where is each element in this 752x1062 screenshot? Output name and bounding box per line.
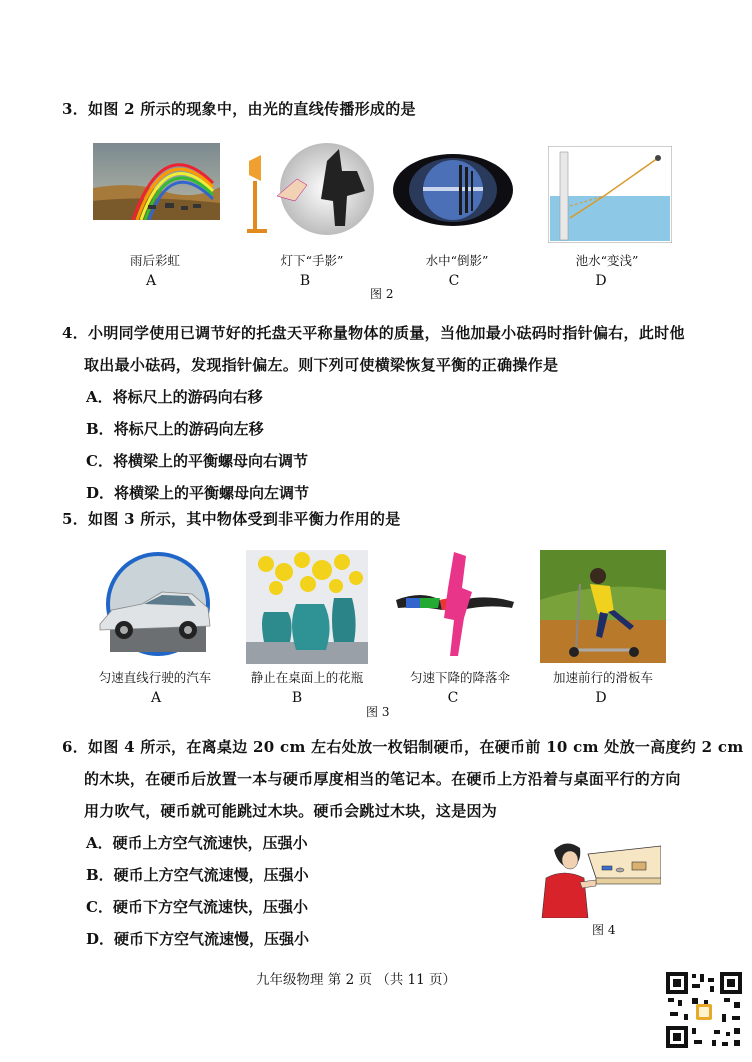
q6-stem-line3: 用力吹气，硬币就可能跳过木块。硬币会跳过木块，这是因为 [84, 802, 498, 820]
q3-letter-c: C [448, 273, 460, 289]
q5-letter-a: A [150, 690, 162, 706]
q5-stem: 5．如图 3 所示，其中物体受到非平衡力作用的是 [62, 510, 401, 528]
q6-stem-line2: 的木块，在硬币后放置一本与硬币厚度相当的笔记本。在硬币上方沿着与桌面平行的方向 [84, 770, 681, 788]
q3-letter-a: A [145, 273, 157, 289]
q4-option-b: B．将标尺上的游码向左移 [86, 420, 264, 438]
figure-4-label: 图 4 [592, 923, 616, 937]
q3-caption-a: 雨后彩虹 [129, 253, 180, 268]
scooter-image [540, 550, 666, 663]
page-footer: 九年级物理 第 2 页 （共 11 页） [256, 972, 457, 988]
figure-2-label: 图 2 [370, 287, 394, 301]
hand-shadow-image [247, 141, 374, 238]
figure-3-label: 图 3 [366, 705, 390, 719]
q6-stem-line1: 6．如图 4 所示，在离桌边 20 cm 左右处放一枚铝制硬币，在硬币前 10 cm 处放一高度约 2 cm [62, 738, 744, 756]
q3-letter-d: D [595, 273, 607, 289]
q4-stem-line2: 取出最小砝码，发现指针偏左。则下列可使横梁恢复平衡的正确操作是 [84, 356, 559, 374]
q4-option-a: A．将标尺上的游码向右移 [86, 388, 263, 406]
q6-option-a: A．硬币上方空气流速快，压强小 [86, 834, 308, 852]
q3-caption-c: 水中“倒影” [425, 253, 489, 268]
q3-letter-b: B [299, 273, 311, 289]
q5-letter-c: C [447, 690, 459, 706]
qr-code-image [664, 970, 744, 1050]
pool-depth-image [548, 146, 672, 243]
q5-caption-b: 静止在桌面上的花瓶 [250, 670, 364, 685]
q5-caption-d: 加速前行的滑板车 [552, 670, 653, 685]
q4-stem-line1: 4．小明同学使用已调节好的托盘天平称量物体的质量，当他加最小砝码时指针偏右，此时他 [62, 324, 685, 342]
q5-letter-b: B [291, 690, 303, 706]
blowing-coin-image [536, 838, 661, 918]
vase-image [246, 550, 368, 664]
q6-option-c: C．硬币下方空气流速快，压强小 [86, 898, 308, 916]
rainbow-image [93, 143, 220, 220]
q6-option-b: B．硬币上方空气流速慢，压强小 [86, 866, 309, 884]
water-reflection-image [393, 147, 513, 234]
q5-caption-c: 匀速下降的降落伞 [409, 670, 510, 685]
q3-caption-d: 池水“变浅” [575, 253, 639, 268]
q4-option-d: D．将横梁上的平衡螺母向左调节 [86, 484, 310, 502]
parachute-image [392, 548, 518, 663]
car-image [92, 550, 220, 658]
q5-caption-a: 匀速直线行驶的汽车 [98, 670, 212, 685]
q6-option-d: D．硬币下方空气流速慢，压强小 [86, 930, 310, 948]
q3-stem: 3．如图 2 所示的现象中，由光的直线传播形成的是 [62, 100, 416, 118]
q3-caption-b: 灯下“手影” [280, 253, 344, 268]
q4-option-c: C．将横梁上的平衡螺母向右调节 [86, 452, 308, 470]
q5-letter-d: D [595, 690, 607, 706]
